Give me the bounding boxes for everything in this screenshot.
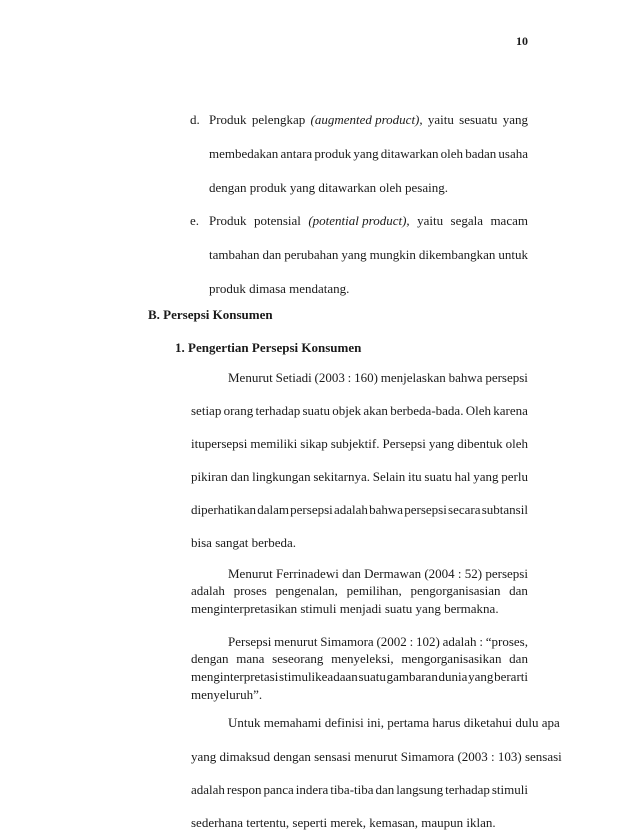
word: Persepsi: [228, 634, 272, 649]
word: persepsi: [290, 502, 333, 517]
paragraph-line: [191, 583, 528, 599]
word: macam: [490, 213, 528, 228]
list-item-line: [209, 180, 448, 196]
word: adalah: [333, 502, 368, 517]
word: pikiran: [191, 469, 228, 484]
word: hal: [454, 469, 471, 484]
word: pemilihan,: [346, 583, 402, 598]
word: sederhana tertentu, seperti merek, kemasan, maupun iklan.: [191, 815, 496, 830]
paragraph-line: [191, 469, 528, 485]
word: perlu: [501, 469, 528, 484]
word: dan: [509, 651, 528, 666]
word: dan: [509, 583, 528, 598]
word: indera: [295, 782, 329, 797]
italic-term: (augmented product),: [310, 112, 423, 127]
word: yang dimaksud dengan sensasi menurut Simamora (2003 : 103) sensasi: [191, 749, 562, 764]
paragraph-line: [228, 566, 528, 582]
word: sikap: [300, 436, 328, 451]
word: adalah: [191, 583, 225, 598]
word: panca: [263, 782, 294, 797]
word: (2002: [376, 634, 407, 649]
word: “proses,: [485, 634, 528, 649]
word: menyeluruh”.: [191, 687, 263, 702]
word: dan: [342, 566, 361, 581]
word: karena: [493, 403, 528, 418]
paragraph-line: [228, 634, 528, 650]
word: objek: [332, 403, 362, 418]
word: 160): [354, 370, 378, 385]
word: orang: [223, 403, 254, 418]
list-item-line: [209, 281, 349, 297]
word: Produk: [209, 112, 247, 127]
word: perubahan: [284, 247, 339, 262]
word: suatu: [358, 669, 386, 684]
word: ditawarkan: [380, 146, 439, 161]
word: menginterpretasikan stimuli menjadi suatu yang bermakna.: [191, 601, 499, 616]
word: oleh: [505, 436, 528, 451]
list-item-line: [209, 247, 528, 263]
word: mungkin: [369, 247, 416, 262]
word: Selain: [372, 469, 406, 484]
word: dengan produk yang ditawarkan oleh pesaing.: [209, 180, 448, 195]
subsection-heading: 1. Pengertian Persepsi Konsumen: [175, 340, 362, 355]
word: lingkungan: [252, 469, 311, 484]
word: dan: [375, 782, 395, 797]
page-number: 10: [516, 34, 528, 48]
word: memiliki: [250, 436, 298, 451]
word: produk dimasa mendatang.: [209, 281, 350, 296]
paragraph-line: [191, 502, 528, 518]
word: Produk: [209, 213, 247, 228]
list-item-line: [209, 146, 528, 162]
word: berbeda-bada.: [390, 403, 464, 418]
word: yang: [428, 436, 455, 451]
word: :: [409, 634, 414, 649]
word: Ferrinadewi: [276, 566, 339, 581]
paragraph-line: [191, 669, 528, 685]
paragraph-line: [191, 403, 528, 419]
word: menginterpretasi: [191, 669, 279, 684]
word: menyeleksi,: [331, 651, 394, 666]
word: dan: [230, 469, 250, 484]
word: pengenalan,: [275, 583, 338, 598]
word: tiba-tiba: [330, 782, 374, 797]
word: Menurut: [228, 370, 273, 385]
word: proses: [233, 583, 267, 598]
section-heading: B. Persepsi Konsumen: [148, 307, 273, 322]
word: dengan: [191, 651, 229, 666]
word: menjelaskan: [380, 370, 446, 385]
word: itu: [407, 469, 422, 484]
word: stimuli: [491, 782, 528, 797]
word: dan: [262, 247, 282, 262]
word: terhadap: [445, 782, 490, 797]
word: langsung: [396, 782, 444, 797]
paragraph-line: [191, 815, 496, 831]
word: persepsi: [485, 566, 528, 581]
word: :: [347, 370, 352, 385]
word: Setiadi: [275, 370, 312, 385]
word: usaha: [498, 146, 528, 161]
paragraph-line: [228, 370, 528, 386]
word: mengorganisasikan: [401, 651, 502, 666]
word: secara: [448, 502, 481, 517]
word: bahwa: [369, 502, 404, 517]
word: berarti: [494, 669, 528, 684]
word: stimulikeadaan: [279, 669, 358, 684]
word: Untuk memahami definisi ini, pertama harus diketahui dulu apa: [228, 715, 560, 730]
word: potensial: [253, 213, 301, 228]
word: subtansil: [481, 502, 528, 517]
word: segala: [450, 213, 484, 228]
paragraph-line: [191, 782, 528, 798]
word: membedakan: [209, 146, 279, 161]
word: Dermawan: [364, 566, 422, 581]
word: yang: [473, 469, 499, 484]
word: bisa sangat berbeda.: [191, 535, 297, 550]
word: yaitu: [427, 112, 454, 127]
word: 52): [464, 566, 483, 581]
word: untuk: [498, 247, 528, 262]
word: menurut: [274, 634, 318, 649]
word: adalah: [442, 634, 477, 649]
word: yang: [468, 669, 494, 684]
paragraph-line: [191, 749, 562, 765]
word: Menurut: [228, 566, 273, 581]
list-marker: e.: [190, 213, 200, 228]
word: yang: [502, 112, 528, 127]
word: yang: [353, 146, 379, 161]
paragraph-line: [191, 601, 499, 617]
paragraph-line: [191, 651, 528, 667]
word: (2004: [424, 566, 455, 581]
word: bahwa: [448, 370, 483, 385]
word: oleh: [440, 146, 464, 161]
paragraph-line: [228, 715, 560, 731]
word: 102): [415, 634, 440, 649]
word: diperhatikan: [191, 502, 256, 517]
word: terhadap: [255, 403, 301, 418]
word: suatu: [302, 403, 330, 418]
paragraph-line: [191, 436, 528, 452]
word: produk: [314, 146, 352, 161]
list-marker: d.: [190, 112, 200, 127]
word: :: [479, 634, 483, 649]
word: mana: [236, 651, 265, 666]
word: suatu: [424, 469, 452, 484]
word: gambaran: [386, 669, 438, 684]
word: dibentuk: [457, 436, 503, 451]
paragraph-line: [191, 687, 262, 703]
word: adalah: [191, 782, 225, 797]
word: Oleh: [465, 403, 491, 418]
word: persepsi: [485, 370, 528, 385]
word: Persepsi: [382, 436, 426, 451]
word: subjektif.: [330, 436, 380, 451]
word: itupersepsi: [191, 436, 248, 451]
word: yaitu: [417, 213, 444, 228]
word: antara: [280, 146, 313, 161]
word: yang: [341, 247, 367, 262]
word: badan: [465, 146, 497, 161]
word: setiap: [191, 403, 222, 418]
word: sesuatu: [459, 112, 498, 127]
word: :: [457, 566, 462, 581]
paragraph-line: [191, 535, 296, 551]
word: respon: [226, 782, 262, 797]
list-item-line: [209, 213, 528, 229]
word: Simamora: [320, 634, 374, 649]
italic-term: (potential product),: [308, 213, 410, 228]
word: akan: [363, 403, 388, 418]
word: persepsi: [404, 502, 447, 517]
word: (2003: [314, 370, 345, 385]
list-item-line: [209, 112, 528, 128]
word: sekitarnya.: [313, 469, 370, 484]
word: pelengkap: [251, 112, 306, 127]
word: dalam: [257, 502, 289, 517]
word: seseorang: [272, 651, 324, 666]
word: dikembangkan: [418, 247, 496, 262]
word: dunia: [438, 669, 468, 684]
word: tambahan: [209, 247, 260, 262]
word: pengorganisasian: [410, 583, 501, 598]
